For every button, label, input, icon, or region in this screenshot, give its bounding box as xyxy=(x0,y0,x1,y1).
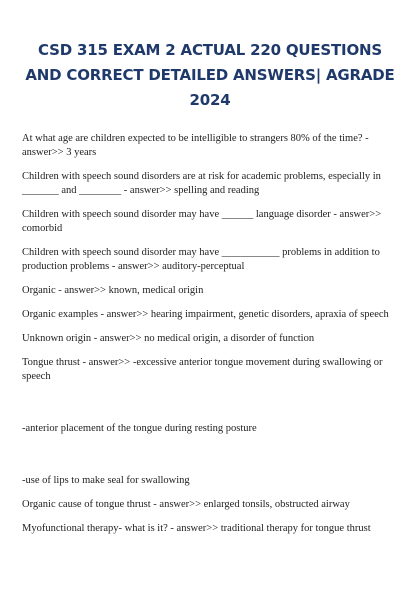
qa-paragraph-age-intelligible: At what age are children expected to be intelligible to strangers 80% of the time? - answer>> 3 years xyxy=(22,133,369,158)
document-title: CSD 315 EXAM 2 ACTUAL 220 QUESTIONS AND CORRECT DETAILED ANSWERS| AGRADE 2024 xyxy=(25,41,395,109)
qa-paragraph-anterior-placement: -anterior placement of the tongue during resting posture xyxy=(22,423,257,434)
qa-paragraph-organic-examples: Organic examples - answer>> hearing impairment, genetic disorders, apraxia of speech xyxy=(22,309,389,320)
qa-paragraph-language-disorder: Children with speech sound disorder may have ______ language disorder - answer>> comorbid xyxy=(22,209,382,234)
qa-paragraph-organic-cause: Organic cause of tongue thrust - answer>> enlarged tonsils, obstructed airway xyxy=(22,499,350,510)
qa-paragraph-academic-problems: Children with speech sound disorders are at risk for academic problems, especially in _______ and ________ - answer>> spelling and reading xyxy=(22,171,381,196)
qa-paragraph-auditory-perceptual: Children with speech sound disorder may have ___________ problems in addition to production problems - answer>> auditory-perceptual xyxy=(22,247,380,272)
document-body xyxy=(22,132,398,536)
qa-paragraph-unknown-origin: Unknown origin - answer>> no medical origin, a disorder of function xyxy=(22,333,315,344)
qa-paragraph-myofunctional-therapy: Myofunctional therapy- what is it? - answer>> traditional therapy for tongue thrust xyxy=(22,523,371,534)
qa-paragraph-tongue-thrust: Tongue thrust - answer>> -excessive anterior tongue movement during swallowing or speech xyxy=(22,357,383,382)
qa-paragraph-lip-seal: -use of lips to make seal for swallowing xyxy=(22,475,190,486)
qa-paragraph-organic: Organic - answer>> known, medical origin xyxy=(22,285,204,296)
